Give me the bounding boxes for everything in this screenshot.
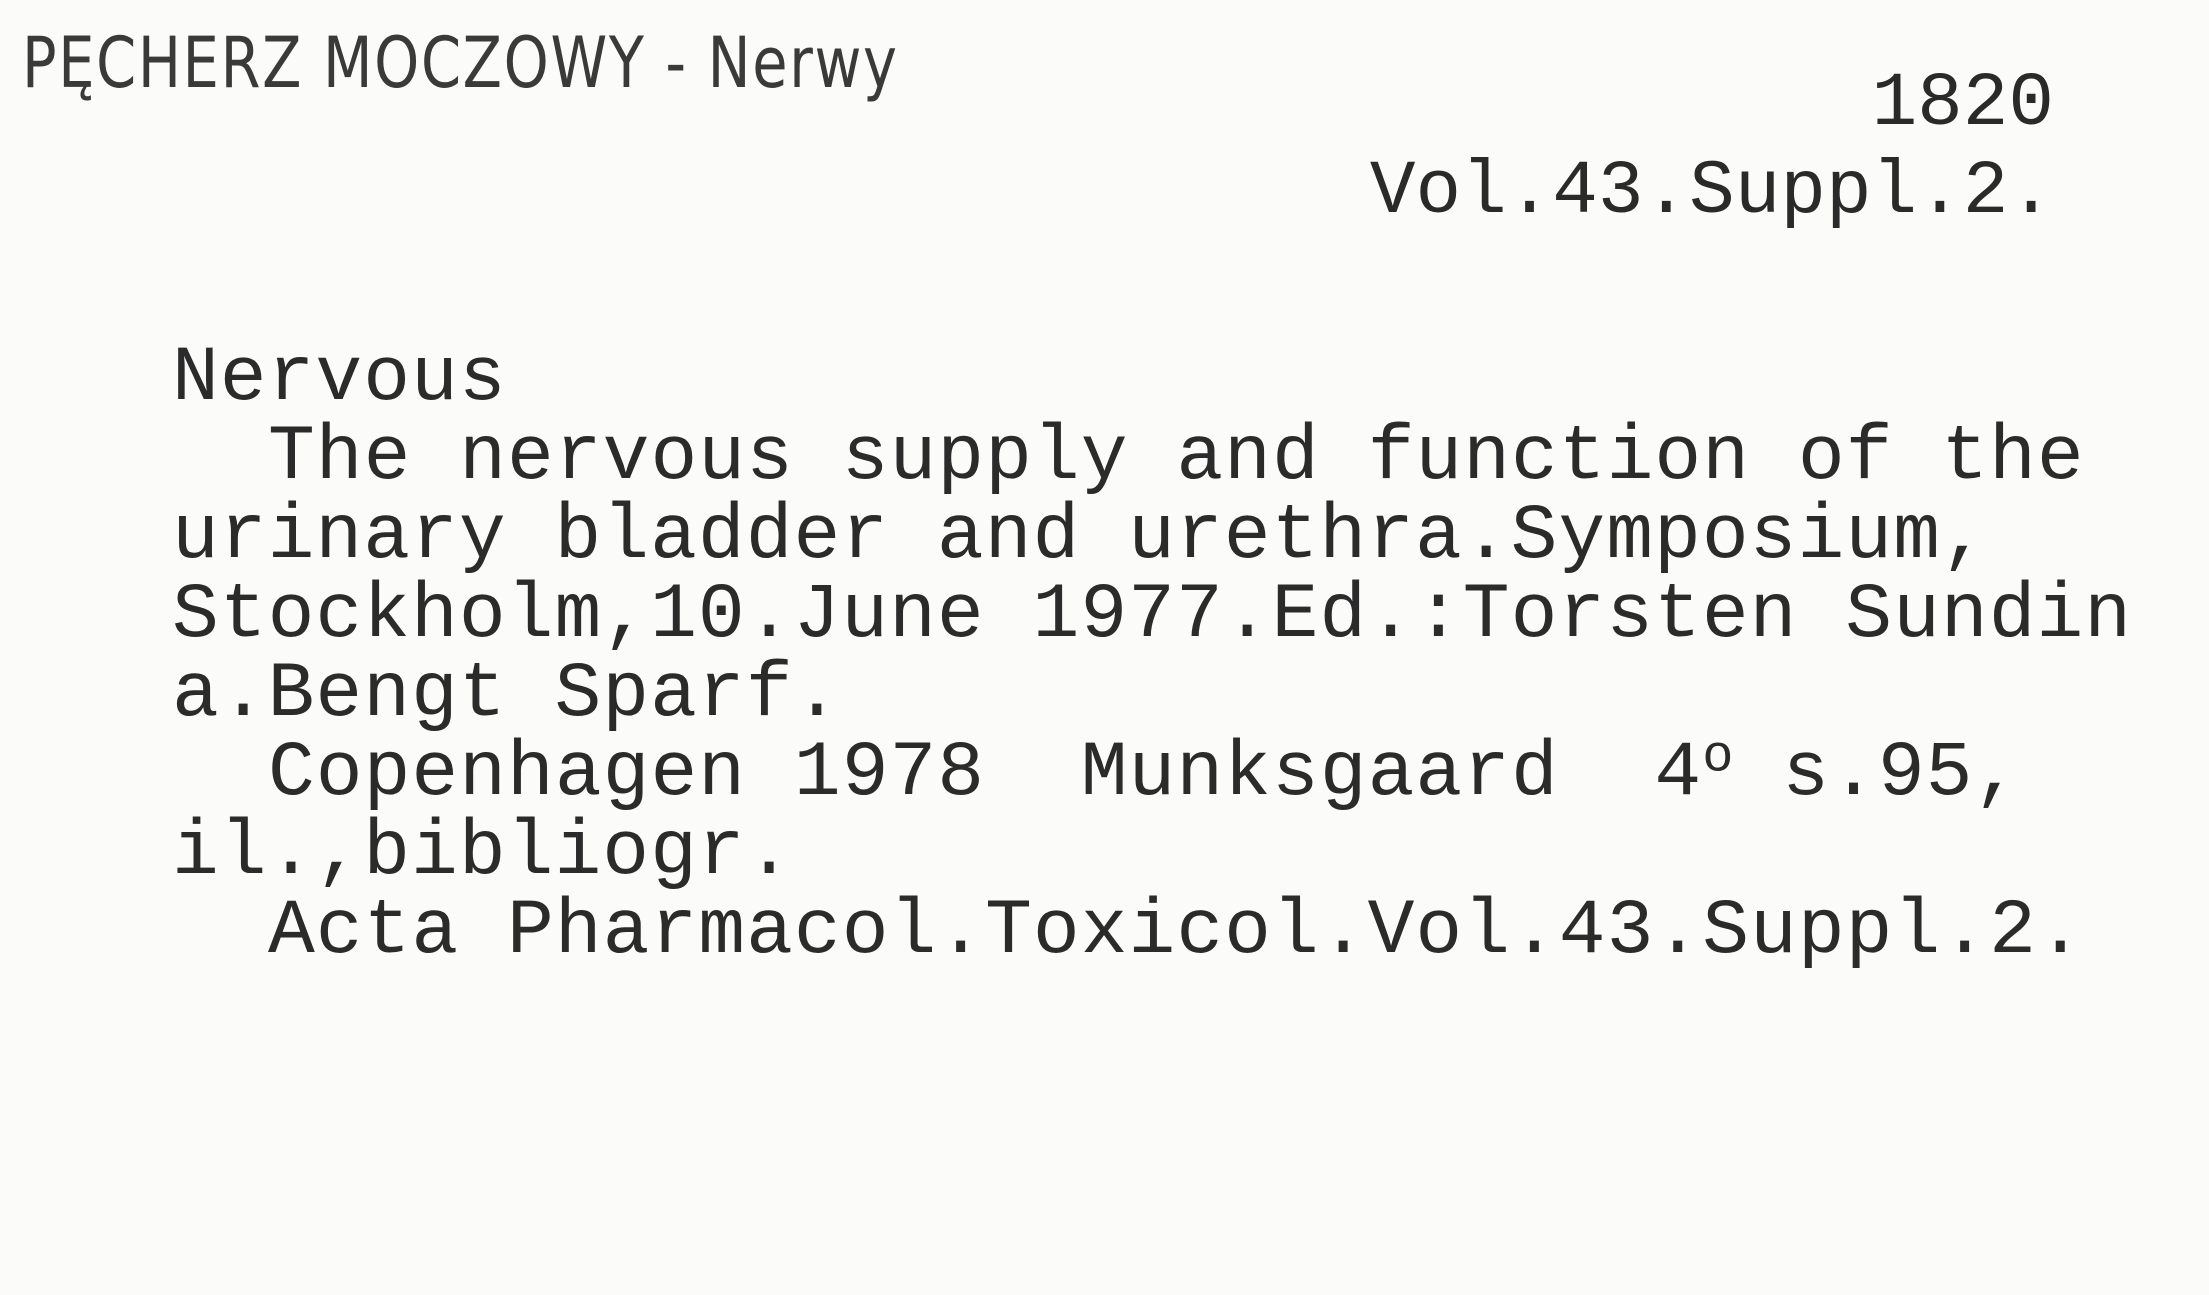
call-number-block: [1370, 60, 2054, 236]
format-degree: o: [1702, 727, 1735, 787]
shelfmark: Vol.43.Suppl.2.: [1369, 149, 2054, 235]
subject-heading: PĘCHERZ MOCZOWY - Nerwy: [22, 22, 899, 104]
card-number: 1820: [1871, 61, 2054, 147]
title-line-4: a.Bengt Sparf.: [172, 651, 842, 739]
imprint-pages: s.95,: [1734, 730, 2022, 818]
series-note: Acta Pharmacol.Toxicol.Vol.43.Suppl.2.: [268, 888, 2085, 976]
keyword: Nervous: [172, 335, 507, 423]
title-line-1: The nervous supply and function of the: [268, 414, 2085, 502]
title-line-2: urinary bladder and urethra.Symposium,: [172, 493, 1989, 581]
title-line-3: Stockholm,10.June 1977.Ed.:Torsten Sundin: [172, 572, 2133, 660]
imprint-line-2: il.,bibliogr.: [172, 809, 794, 897]
imprint-text: Copenhagen 1978 Munksgaard 4: [268, 730, 1703, 818]
imprint-line-1: [172, 727, 2132, 818]
bibliographic-entry: [172, 335, 2133, 976]
